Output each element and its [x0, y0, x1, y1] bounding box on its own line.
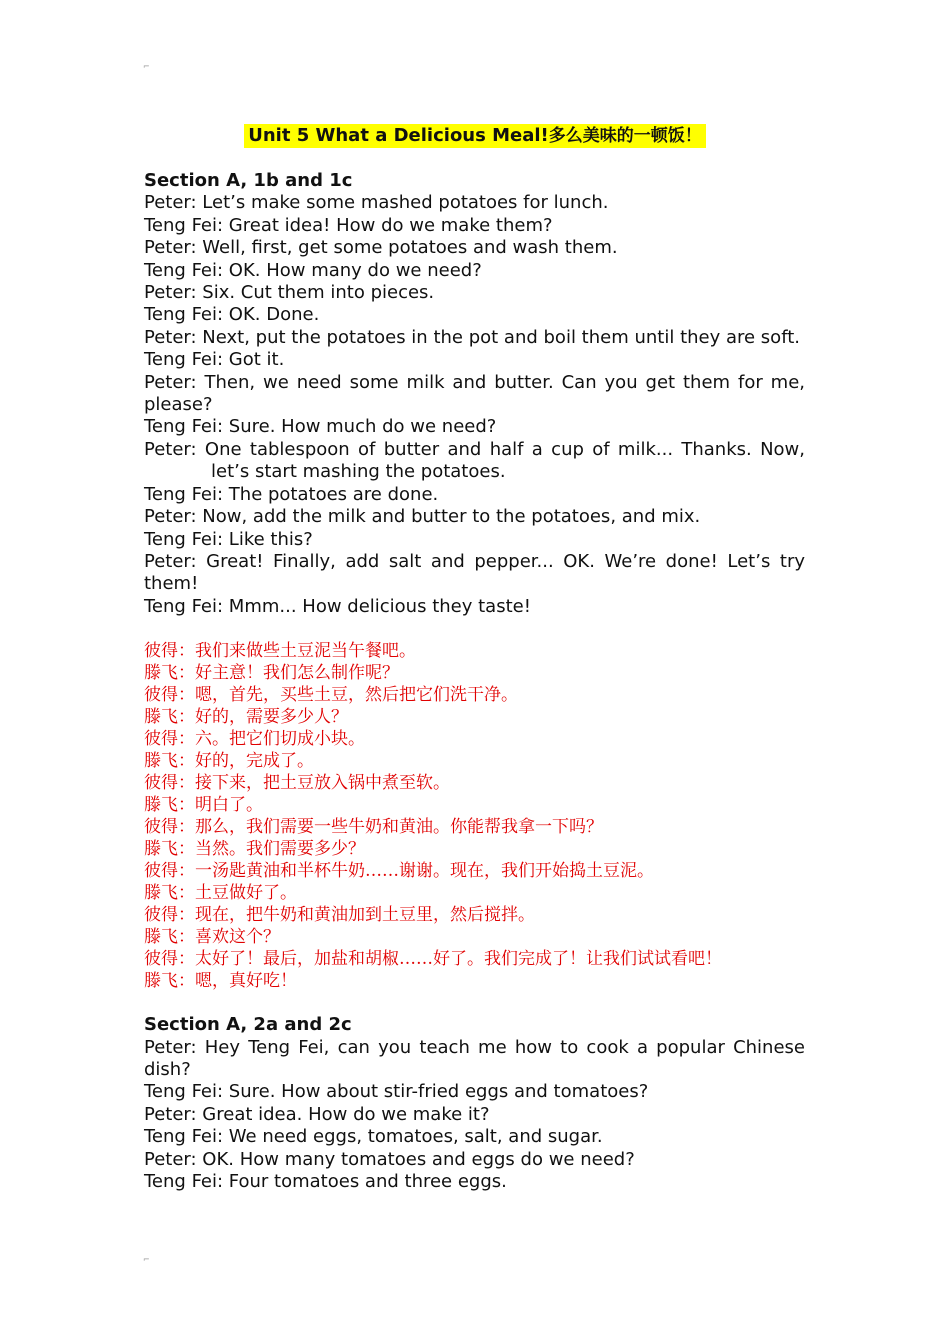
- dialogue-line: Teng Fei: Sure. How much do we need?: [144, 416, 497, 438]
- dialogue-line: Teng Fei: Sure. How about stir-fried eggs and tomatoes?: [144, 1081, 649, 1103]
- dialogue-line: Peter: One tablespoon of butter and half a cup of milk... Thanks. Now, let’s start mashing the potatoes.: [144, 438, 805, 483]
- dialogue-line: Peter: OK. How many tomatoes and eggs do we need?: [144, 1148, 635, 1170]
- dialogue-line: Peter: Six. Cut them into pieces.: [144, 282, 435, 304]
- dialogue-line: Teng Fei: Got it.: [144, 349, 285, 371]
- translation-line: 彼得：现在，把牛奶和黄油加到土豆里，然后搅拌。: [144, 905, 535, 926]
- section-2a-2c: [144, 1014, 805, 1193]
- dialogue-line: Teng Fei: OK. Done.: [144, 304, 320, 326]
- translation-line: 彼得：太好了！最后，加盐和胡椒……好了。我们完成了！让我们试试看吧！: [144, 949, 722, 970]
- dialogue-line: Teng Fei: We need eggs, tomatoes, salt, and sugar.: [144, 1126, 603, 1148]
- dialogue-line: Peter: Hey Teng Fei, can you teach me how to cook a popular Chinese dish?: [144, 1036, 805, 1080]
- title-english: Unit 5 What a Delicious Meal!: [248, 125, 549, 146]
- translation-line: 滕飞：好的，需要多少人？: [144, 707, 348, 728]
- section-1b-1c: [144, 170, 805, 992]
- translation-line: 滕飞：喜欢这个？: [144, 927, 280, 948]
- title-row: [0, 124, 950, 148]
- dialogue-line: Teng Fei: The potatoes are done.: [144, 483, 439, 505]
- dialogue-line: Teng Fei: OK. How many do we need?: [144, 259, 482, 281]
- translation-line: 滕飞：明白了。: [144, 795, 263, 816]
- translation-line: 彼得：六。把它们切成小块。: [144, 729, 365, 750]
- dialogue-line: Teng Fei: Great idea! How do we make them?: [144, 214, 553, 236]
- section-heading: Section A, 2a and 2c: [144, 1014, 352, 1036]
- translation-line: 滕飞：当然。我们需要多少？: [144, 839, 365, 860]
- dialogue-line: Teng Fei: Four tomatoes and three eggs.: [144, 1170, 507, 1192]
- translation-line: 彼得：一汤匙黄油和半杯牛奶……谢谢。现在，我们开始捣土豆泥。: [144, 861, 654, 882]
- corner-crop-mark-top: ⌐: [143, 62, 150, 71]
- translation-line: 滕飞：好主意！我们怎么制作呢？: [144, 663, 399, 684]
- page-title: [244, 124, 706, 148]
- dialogue-line: Peter: Now, add the milk and butter to the potatoes, and mix.: [144, 506, 701, 528]
- translation-line: 滕飞：嗯，真好吃！: [144, 971, 297, 992]
- translation-line: 滕飞：好的，完成了。: [144, 751, 314, 772]
- section-heading: Section A, 1b and 1c: [144, 170, 353, 191]
- dialogue-line: Peter: Let’s make some mashed potatoes for lunch.: [144, 192, 609, 214]
- dialogue-line: Peter: Great idea. How do we make it?: [144, 1103, 490, 1125]
- dialogue-line: Peter: Then, we need some milk and butter. Can you get them for me, please?: [144, 371, 805, 416]
- dialogue-line: Peter: Well, first, get some potatoes and wash them.: [144, 237, 618, 259]
- title-chinese: 多么美味的一顿饭！: [548, 126, 702, 146]
- translation-line: 滕飞：土豆做好了。: [144, 883, 297, 904]
- dialogue-line: Peter: Great! Finally, add salt and pepper... OK. We’re done! Let’s try them!: [144, 550, 805, 595]
- translation-line: 彼得：我们来做些土豆泥当午餐吧。: [144, 641, 416, 662]
- translation-line: 彼得：接下来，把土豆放入锅中煮至软。: [144, 773, 450, 794]
- dialogue-line: Peter: Next, put the potatoes in the pot and boil them until they are soft.: [144, 326, 800, 348]
- corner-crop-mark-bottom: ⌐: [143, 1255, 150, 1264]
- translation-line: 彼得：嗯，首先，买些土豆，然后把它们洗干净。: [144, 685, 518, 706]
- chinese-translation: [144, 640, 805, 992]
- dialogue-line: Teng Fei: Mmm... How delicious they taste!: [144, 595, 531, 617]
- document-body: [144, 170, 805, 1193]
- translation-line: 彼得：那么，我们需要一些牛奶和黄油。你能帮我拿一下吗？: [144, 817, 603, 838]
- dialogue-line: Teng Fei: Like this?: [144, 528, 313, 550]
